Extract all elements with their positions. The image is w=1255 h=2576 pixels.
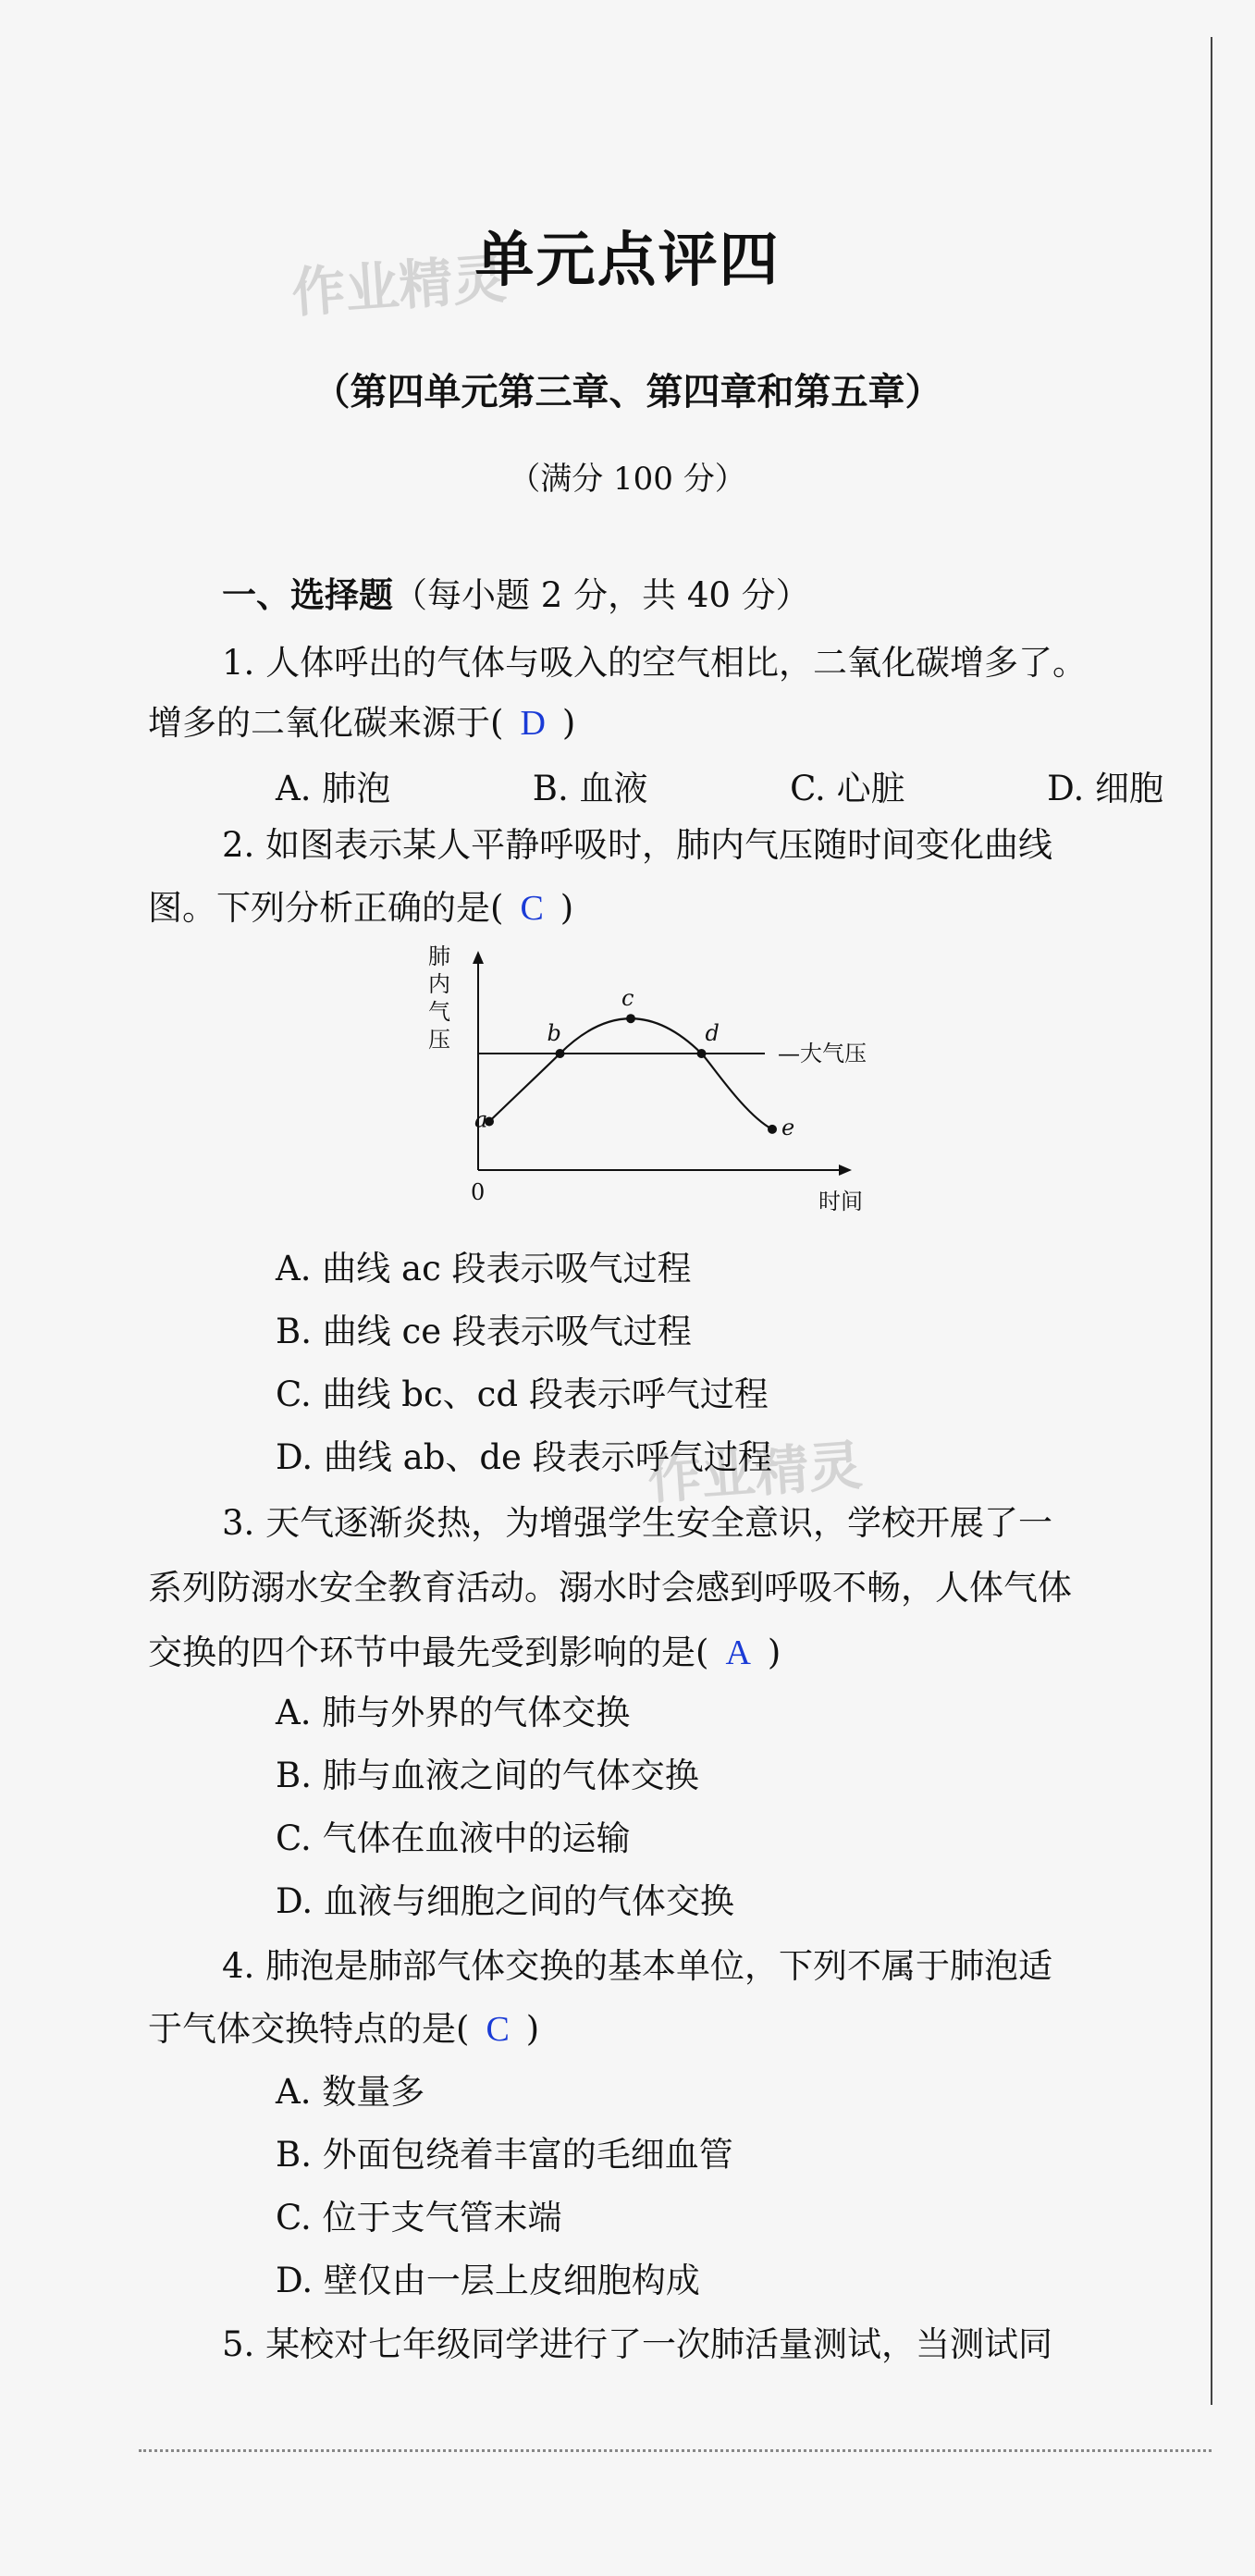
watermark: 作业精灵	[289, 246, 509, 325]
question-3-line-1: 3. 天气逐渐炎热，为增强学生安全意识，学校开展了一	[222, 1503, 1053, 1543]
bracket-close: )	[525, 2009, 540, 2049]
question-4-option-d: D. 壁仅由一层上皮细胞构成	[276, 2261, 700, 2300]
question-3-answer: A	[725, 1633, 751, 1672]
pressure-curve	[489, 1018, 772, 1129]
question-2-option-c: C. 曲线 bc、cd 段表示呼气过程	[276, 1374, 769, 1414]
question-2-stem: 图。下列分析正确的是(	[148, 888, 504, 928]
point-label-e: e	[781, 1114, 795, 1140]
option-a: A. 肺泡	[276, 769, 391, 808]
question-4-line-1: 4. 肺泡是肺部气体交换的基本单位，下列不属于肺泡适	[222, 1946, 1053, 1986]
question-1-answer: D	[520, 704, 546, 743]
bracket-close: )	[767, 1633, 781, 1672]
question-2-option-a: A. 曲线 ac 段表示吸气过程	[276, 1249, 692, 1288]
bracket-close: )	[560, 888, 574, 928]
reference-label: —大气压	[778, 1041, 867, 1066]
x-axis-label: 时间	[818, 1189, 863, 1214]
point-label-b: b	[547, 1020, 561, 1046]
question-2-line-2	[148, 888, 573, 931]
question-4-option-b: B. 外面包绕着丰富的毛细血管	[276, 2135, 733, 2175]
point-label-d: d	[705, 1020, 720, 1046]
x-axis-arrow	[839, 1165, 852, 1176]
bracket-close: )	[561, 703, 576, 743]
question-4-answer: C	[486, 2010, 510, 2049]
point-label-c: c	[621, 985, 634, 1012]
pressure-chart	[421, 943, 874, 1221]
question-1-line-1: 1. 人体呼出的气体与吸入的空气相比，二氧化碳增多了。	[222, 643, 1088, 683]
question-3-stem: 交换的四个环节中最先受到影响的是(	[148, 1633, 709, 1672]
question-3-option-a: A. 肺与外界的气体交换	[276, 1693, 631, 1732]
question-2-option-d: D. 曲线 ab、de 段表示呼气过程	[276, 1437, 772, 1477]
section-note: （每小题 2 分，共 40 分）	[393, 575, 810, 615]
origin-label: 0	[471, 1179, 486, 1205]
question-3-line-3	[148, 1633, 781, 1675]
y-axis-label-char: 内	[428, 971, 450, 997]
question-3-option-c: C. 气体在血液中的运输	[276, 1818, 631, 1858]
question-2-answer: C	[520, 889, 544, 928]
question-5-line-1: 5. 某校对七年级同学进行了一次肺活量测试，当测试同	[222, 2324, 1053, 2364]
full-score: （满分 100 分）	[509, 461, 746, 498]
pressure-chart-svg	[421, 943, 874, 1221]
point-c	[626, 1014, 635, 1023]
question-4-option-a: A. 数量多	[276, 2072, 425, 2112]
question-2-line-1: 2. 如图表示某人平静呼吸时，肺内气压随时间变化曲线	[222, 825, 1053, 865]
y-axis-label-char: 气	[428, 999, 450, 1025]
question-1-options	[276, 760, 1163, 810]
question-4-stem: 于气体交换特点的是(	[148, 2009, 470, 2049]
page-subtitle: （第四单元第三章、第四章和第五章）	[313, 370, 942, 413]
option-b: B. 血液	[532, 769, 648, 808]
question-2-option-b: B. 曲线 ce 段表示吸气过程	[276, 1312, 692, 1351]
point-b	[556, 1049, 565, 1058]
point-label-a: a	[474, 1106, 488, 1133]
question-3-line-2: 系列防溺水安全教育活动。溺水时会感到呼吸不畅，人体气体	[148, 1568, 1072, 1608]
y-axis-arrow	[473, 951, 484, 964]
question-4-option-c: C. 位于支气管末端	[276, 2198, 562, 2237]
question-1-stem: 增多的二氧化碳来源于(	[148, 703, 504, 743]
option-c: C. 心脏	[790, 769, 905, 808]
page-footer-divider	[139, 2449, 1212, 2452]
y-axis-label-char: 压	[428, 1027, 450, 1053]
question-3-option-b: B. 肺与血液之间的气体交换	[276, 1756, 699, 1795]
point-e	[768, 1125, 777, 1134]
page-title: 单元点评四	[474, 226, 781, 295]
section-label: 一、选择题	[222, 575, 393, 615]
option-d: D. 细胞	[1047, 769, 1163, 808]
question-1-line-2	[148, 703, 575, 746]
question-3-option-d: D. 血液与细胞之间的气体交换	[276, 1881, 734, 1921]
question-4-line-2	[148, 2009, 539, 2052]
y-axis-label-char: 肺	[428, 943, 450, 969]
section-heading	[222, 575, 810, 616]
watermark: 作业精灵	[646, 1433, 865, 1511]
point-d	[697, 1049, 707, 1058]
